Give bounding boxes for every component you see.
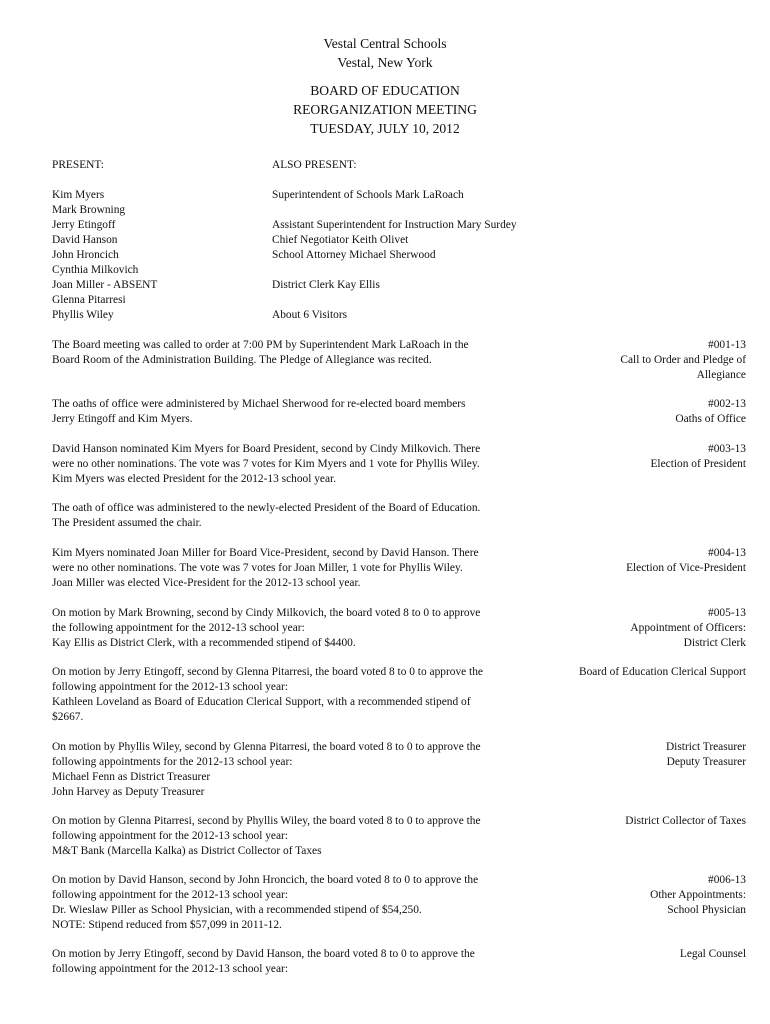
present-member: Jerry Etingoff [52,219,116,231]
paragraph-line: Dr. Wieslaw Piller as School Physician, with a recommended stipend of $54,250. [52,904,422,916]
district-clerk: District Clerk Kay Ellis [272,279,380,291]
present-member: Joan Miller - ABSENT [52,279,158,291]
margin-note [546,442,746,472]
also-present-column [272,158,517,323]
paragraph-line: On motion by Jerry Etingoff, second by David Hanson, the board voted 8 to 0 to approve the [52,948,475,960]
paragraph-line: Michael Fenn as District Treasurer [52,771,211,783]
motion-number: #002-13 [708,398,746,410]
chief-negotiator: Chief Negotiator Keith Olivet [272,234,409,246]
margin-note [546,814,746,829]
minutes-paragraph [52,397,542,427]
paragraph-line: The Board meeting was called to order at 7:00 PM by Superintendent Mark LaRoach in the [52,339,469,351]
minutes-paragraph [52,947,542,977]
also-present-heading: ALSO PRESENT: [272,159,357,171]
margin-note-line: Legal Counsel [679,948,746,960]
board-title: BOARD OF EDUCATION [310,83,460,98]
assistant-superintendent: Assistant Superintendent for Instruction Mary Surdey [272,219,517,231]
paragraph-line: Board Room of the Administration Building. The Pledge of Allegiance was recited. [52,354,432,366]
meeting-title: REORGANIZATION MEETING [293,102,477,117]
meeting-date: TUESDAY, JULY 10, 2012 [310,121,460,136]
paragraph-line: following appointment for the 2012-13 school year: [52,963,288,975]
present-heading: PRESENT: [52,159,104,171]
margin-note [546,546,746,576]
margin-note [546,397,746,427]
paragraph-line: On motion by Mark Browning, second by Cindy Milkovich, the board voted 8 to 0 to approve [52,607,481,619]
paragraph-line: following appointment for the 2012-13 school year: [52,681,288,693]
superintendent: Superintendent of Schools Mark LaRoach [272,189,464,201]
paragraph-line: Jerry Etingoff and Kim Myers. [52,413,193,425]
motion-number: #003-13 [708,443,746,455]
paragraph-line: On motion by Jerry Etingoff, second by Glenna Pitarresi, the board voted 8 to 0 to approve the [52,666,483,678]
present-member: Cynthia Milkovich [52,264,139,276]
present-member: David Hanson [52,234,118,246]
paragraph-line: following appointment for the 2012-13 school year: [52,830,288,842]
margin-note [546,606,746,651]
paragraph-line: David Hanson nominated Kim Myers for Board President, second by Cindy Milkovich. There [52,443,481,455]
margin-note [546,665,746,680]
paragraph-line: On motion by Phyllis Wiley, second by Glenna Pitarresi, the board voted 8 to 0 to approve the [52,741,481,753]
paragraph-line: The oaths of office were administered by Michael Sherwood for re-elected board members [52,398,466,410]
margin-note-line: District Clerk [683,637,746,649]
visitors: About 6 Visitors [272,309,348,321]
paragraph-line: Kim Myers nominated Joan Miller for Board Vice-President, second by David Hanson. There [52,547,479,559]
present-member: Glenna Pitarresi [52,294,126,306]
margin-note-line: Deputy Treasurer [666,756,746,768]
paragraph-line: $2667. [52,711,84,723]
present-member: John Hroncich [52,249,119,261]
present-member: Phyllis Wiley [52,309,114,321]
motion-number: #006-13 [708,874,746,886]
paragraph-line: Joan Miller was elected Vice-President for the 2012-13 school year. [52,577,361,589]
paragraph-line: The President assumed the chair. [52,517,202,529]
margin-note-line: Allegiance [696,369,746,381]
paragraph-line: were no other nominations. The vote was 7 votes for Joan Miller, 1 vote for Phyllis Wiley. [52,562,463,574]
minutes-paragraph [52,546,542,591]
paragraph-line: NOTE: Stipend reduced from $57,099 in 2011-12. [52,919,282,931]
minutes-paragraph [52,442,542,487]
margin-note [546,947,746,962]
present-column [52,158,157,323]
paragraph-line: M&T Bank (Marcella Kalka) as District Collector of Taxes [52,845,322,857]
paragraph-line: following appointments for the 2012-13 school year: [52,756,293,768]
present-member: Mark Browning [52,204,126,216]
minutes-paragraph [52,665,542,725]
paragraph-line: following appointment for the 2012-13 school year: [52,889,288,901]
paragraph-line: Kathleen Loveland as Board of Education Clerical Support, with a recommended stipend of [52,696,471,708]
motion-number: #001-13 [708,339,746,351]
paragraph-line: were no other nominations. The vote was 7 votes for Kim Myers and 1 vote for Phyllis Wiley. [52,458,480,470]
margin-note-line: Appointment of Officers: [630,622,746,634]
margin-note [546,338,746,383]
margin-note-line: Board of Education Clerical Support [578,666,746,678]
present-list [52,188,157,323]
present-member: Kim Myers [52,189,105,201]
org-location: Vestal, New York [337,55,433,70]
margin-note-line: Other Appointments: [650,889,746,901]
paragraph-line: On motion by Glenna Pitarresi, second by Phyllis Wiley, the board voted 8 to 0 to approve the [52,815,481,827]
minutes-paragraph [52,873,542,933]
margin-note [546,740,746,770]
paragraph-line: The oath of office was administered to the newly-elected President of the Board of Education. [52,502,481,514]
minutes-paragraph [52,606,542,651]
margin-note-line: District Collector of Taxes [625,815,746,827]
motion-number: #005-13 [708,607,746,619]
minutes-paragraph [52,814,542,859]
margin-note-line: School Physician [667,904,746,916]
motion-number: #004-13 [708,547,746,559]
school-attorney: School Attorney Michael Sherwood [272,249,436,261]
paragraph-line: John Harvey as Deputy Treasurer [52,786,205,798]
margin-note-line: Oaths of Office [675,413,746,425]
paragraph-line: On motion by David Hanson, second by John Hroncich, the board voted 8 to 0 to approve the [52,874,479,886]
margin-note-line: Call to Order and Pledge of [620,354,746,366]
minutes-paragraph [52,338,542,368]
margin-note [546,873,746,918]
minutes-paragraph [52,740,542,800]
margin-note-line: District Treasurer [665,741,746,753]
paragraph-line: Kay Ellis as District Clerk, with a recommended stipend of $4400. [52,637,356,649]
document-header [0,34,770,138]
margin-note-line: Election of Vice-President [626,562,746,574]
org-name: Vestal Central Schools [323,36,447,51]
paragraph-line: the following appointment for the 2012-13 school year: [52,622,305,634]
margin-note-line: Election of President [650,458,746,470]
minutes-paragraph [52,501,542,531]
paragraph-line: Kim Myers was elected President for the 2012-13 school year. [52,473,337,485]
